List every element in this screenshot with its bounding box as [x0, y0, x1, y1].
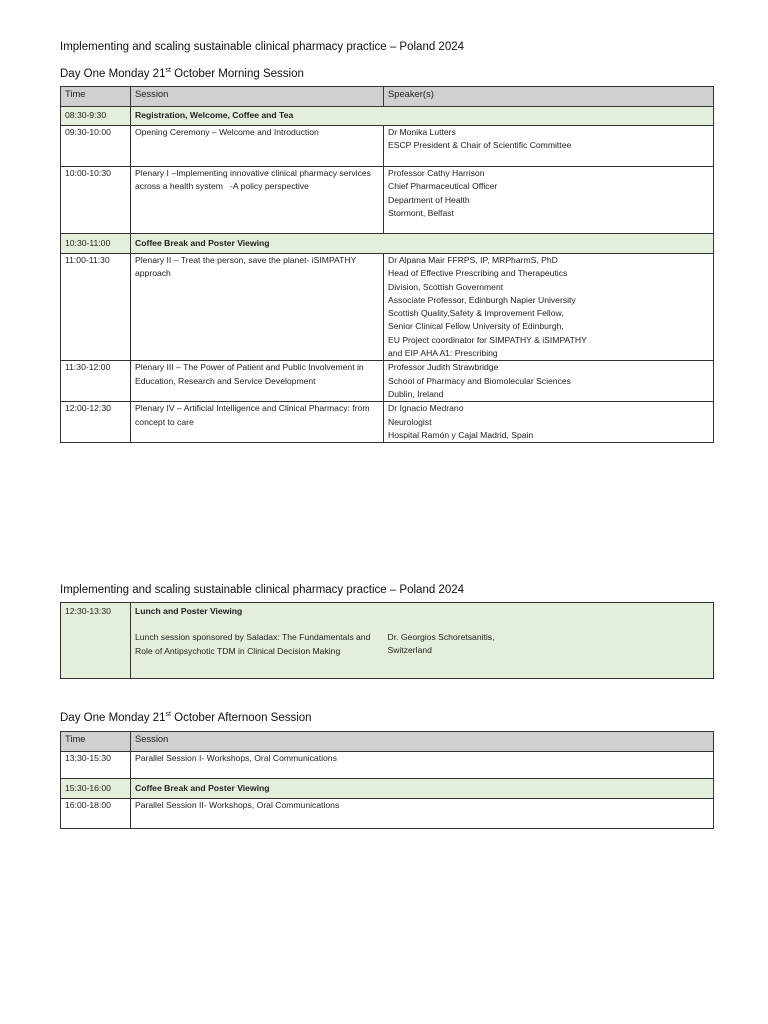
- speaker-line: EU Project coordinator for SIMPATHY & iSIMPATHY: [388, 334, 587, 345]
- spacer: [388, 605, 711, 618]
- table-row: [61, 779, 714, 799]
- document-title: Implementing and scaling sustainable clinical pharmacy practice – Poland 2024: [60, 41, 465, 53]
- speaker-line: Scottish Quality,Safety & Improvement Fellow,: [388, 308, 564, 319]
- column-header-speakers: Speaker(s): [384, 87, 714, 107]
- session-cell: [131, 167, 384, 234]
- session-cell: Parallel Session II- Workshops, Oral Communications: [131, 799, 714, 829]
- day-label: Day One Monday 21: [60, 712, 166, 724]
- table-row: [61, 361, 714, 402]
- table-row: [61, 752, 714, 779]
- speaker-line: and EIP AHA A1: Prescribing: [388, 348, 498, 359]
- time-cell: 15:30-16:00: [61, 779, 131, 799]
- speaker-line: Dr. Georgios Schoretsanitis,: [387, 632, 495, 642]
- speaker-line: Switzerland: [387, 645, 432, 656]
- time-cell: 10:30-11:00: [61, 234, 131, 254]
- table-row: [61, 603, 714, 679]
- time-cell: 10:00-10:30: [61, 167, 131, 234]
- speaker-line: Department of Health: [388, 194, 470, 205]
- speaker-cell: [384, 126, 714, 167]
- session-cell: [131, 126, 384, 167]
- speaker-line: Dr Alpana Mair FFRPS, IP, MRPharmS, PhD: [388, 255, 558, 265]
- speaker-cell: [384, 167, 714, 234]
- column-header-time: Time: [61, 87, 131, 107]
- session-cell: [131, 402, 384, 443]
- column-header-session: Session: [131, 732, 714, 752]
- session-cell: Coffee Break and Poster Viewing: [131, 779, 714, 799]
- time-cell: 08:30-9:30: [61, 107, 131, 126]
- morning-session-heading: [60, 67, 304, 81]
- afternoon-schedule-table: [60, 731, 714, 829]
- speaker-cell: [384, 603, 714, 679]
- speaker-line: School of Pharmacy and Biomolecular Sciences: [388, 375, 571, 386]
- time-cell: 11:30-12:00: [61, 361, 131, 402]
- session-label: October Morning Session: [170, 68, 304, 80]
- speaker-line: Professor Cathy Harrison: [388, 168, 485, 178]
- table-header-row: [61, 732, 714, 752]
- session-cell: Parallel Session I- Workshops, Oral Communications: [131, 752, 714, 779]
- speaker-line: Associate Professor, Edinburgh Napier University: [388, 294, 576, 305]
- session-text: Plenary IV – Artificial Intelligence and Clinical Pharmacy: from concept to care: [135, 403, 370, 427]
- session-text: Plenary III – The Power of Patient and Public Involvement in Education, Research and Service Development: [135, 362, 364, 386]
- speaker-cell: [384, 402, 714, 443]
- speaker-line: Head of Effective Prescribing and Therapeutics: [388, 268, 568, 279]
- speaker-line: Chief Pharmaceutical Officer: [388, 181, 498, 192]
- speaker-line: Hospital Ramón y Cajal Madrid, Spain: [388, 429, 534, 440]
- spacer: [135, 618, 381, 631]
- session-cell: [131, 603, 384, 679]
- session-cell: Coffee Break and Poster Viewing: [131, 234, 714, 254]
- speaker-cell: [384, 361, 714, 402]
- sponsor-session-text: Lunch session sponsored by Saladax: The Fundamentals and Role of Antipsychotic TDM in Clinical Decision Making: [135, 632, 371, 656]
- table-row: [61, 234, 714, 254]
- speaker-line: ESCP President & Chair of Scientific Committee: [388, 140, 572, 151]
- speaker-line: Dr Monika Lutters: [388, 127, 456, 137]
- day-ordinal-suffix: st: [165, 711, 171, 719]
- time-cell: 12:00-12:30: [61, 402, 131, 443]
- speaker-line: Division, Scottish Government: [388, 281, 504, 292]
- session-text: Plenary I –Implementing innovative clinical pharmacy services across a health system -A policy perspective: [135, 168, 371, 192]
- column-header-session: Session: [131, 87, 384, 107]
- session-text: Plenary II – Treat the person, save the planet- iSIMPATHY approach: [135, 255, 357, 279]
- table-row: [61, 107, 714, 126]
- table-row: [61, 254, 714, 361]
- speaker-line: Senior Clinical Fellow University of Edinburgh,: [388, 321, 564, 332]
- time-cell: 11:00-11:30: [61, 254, 131, 361]
- table-row: [61, 126, 714, 167]
- day-label: Day One Monday 21: [60, 68, 166, 80]
- table-header-row: [61, 87, 714, 107]
- lunch-session-title: Lunch and Poster Viewing: [135, 606, 243, 616]
- session-cell: [131, 254, 384, 361]
- speaker-line: Stormont, Belfast: [388, 207, 454, 218]
- session-cell: [131, 361, 384, 402]
- table-row: [61, 799, 714, 829]
- session-cell: Registration, Welcome, Coffee and Tea: [131, 107, 714, 126]
- time-cell: 16:00-18:00: [61, 799, 131, 829]
- lunch-schedule-table: [60, 602, 714, 679]
- morning-schedule-table: [60, 86, 714, 443]
- day-ordinal-suffix: st: [165, 67, 171, 75]
- session-label: October Afternoon Session: [170, 712, 312, 724]
- spacer: [388, 618, 711, 631]
- time-cell: 12:30-13:30: [61, 603, 131, 679]
- afternoon-session-heading: [60, 711, 312, 725]
- speaker-cell: [384, 254, 714, 361]
- time-cell: 13:30-15:30: [61, 752, 131, 779]
- document-title-repeat: Implementing and scaling sustainable clinical pharmacy practice – Poland 2024: [60, 584, 465, 596]
- table-row: [61, 167, 714, 234]
- speaker-line: Professor Judith Strawbridge: [388, 362, 499, 373]
- time-cell: 09:30-10:00: [61, 126, 131, 167]
- speaker-line: Dr Ignacio Medrano: [388, 403, 464, 414]
- table-row: [61, 402, 714, 443]
- session-text: Opening Ceremony – Welcome and Introduction: [135, 127, 319, 137]
- speaker-line: Dublin, Ireland: [388, 388, 444, 399]
- column-header-time: Time: [61, 732, 131, 752]
- speaker-line: Neurologist: [388, 416, 432, 427]
